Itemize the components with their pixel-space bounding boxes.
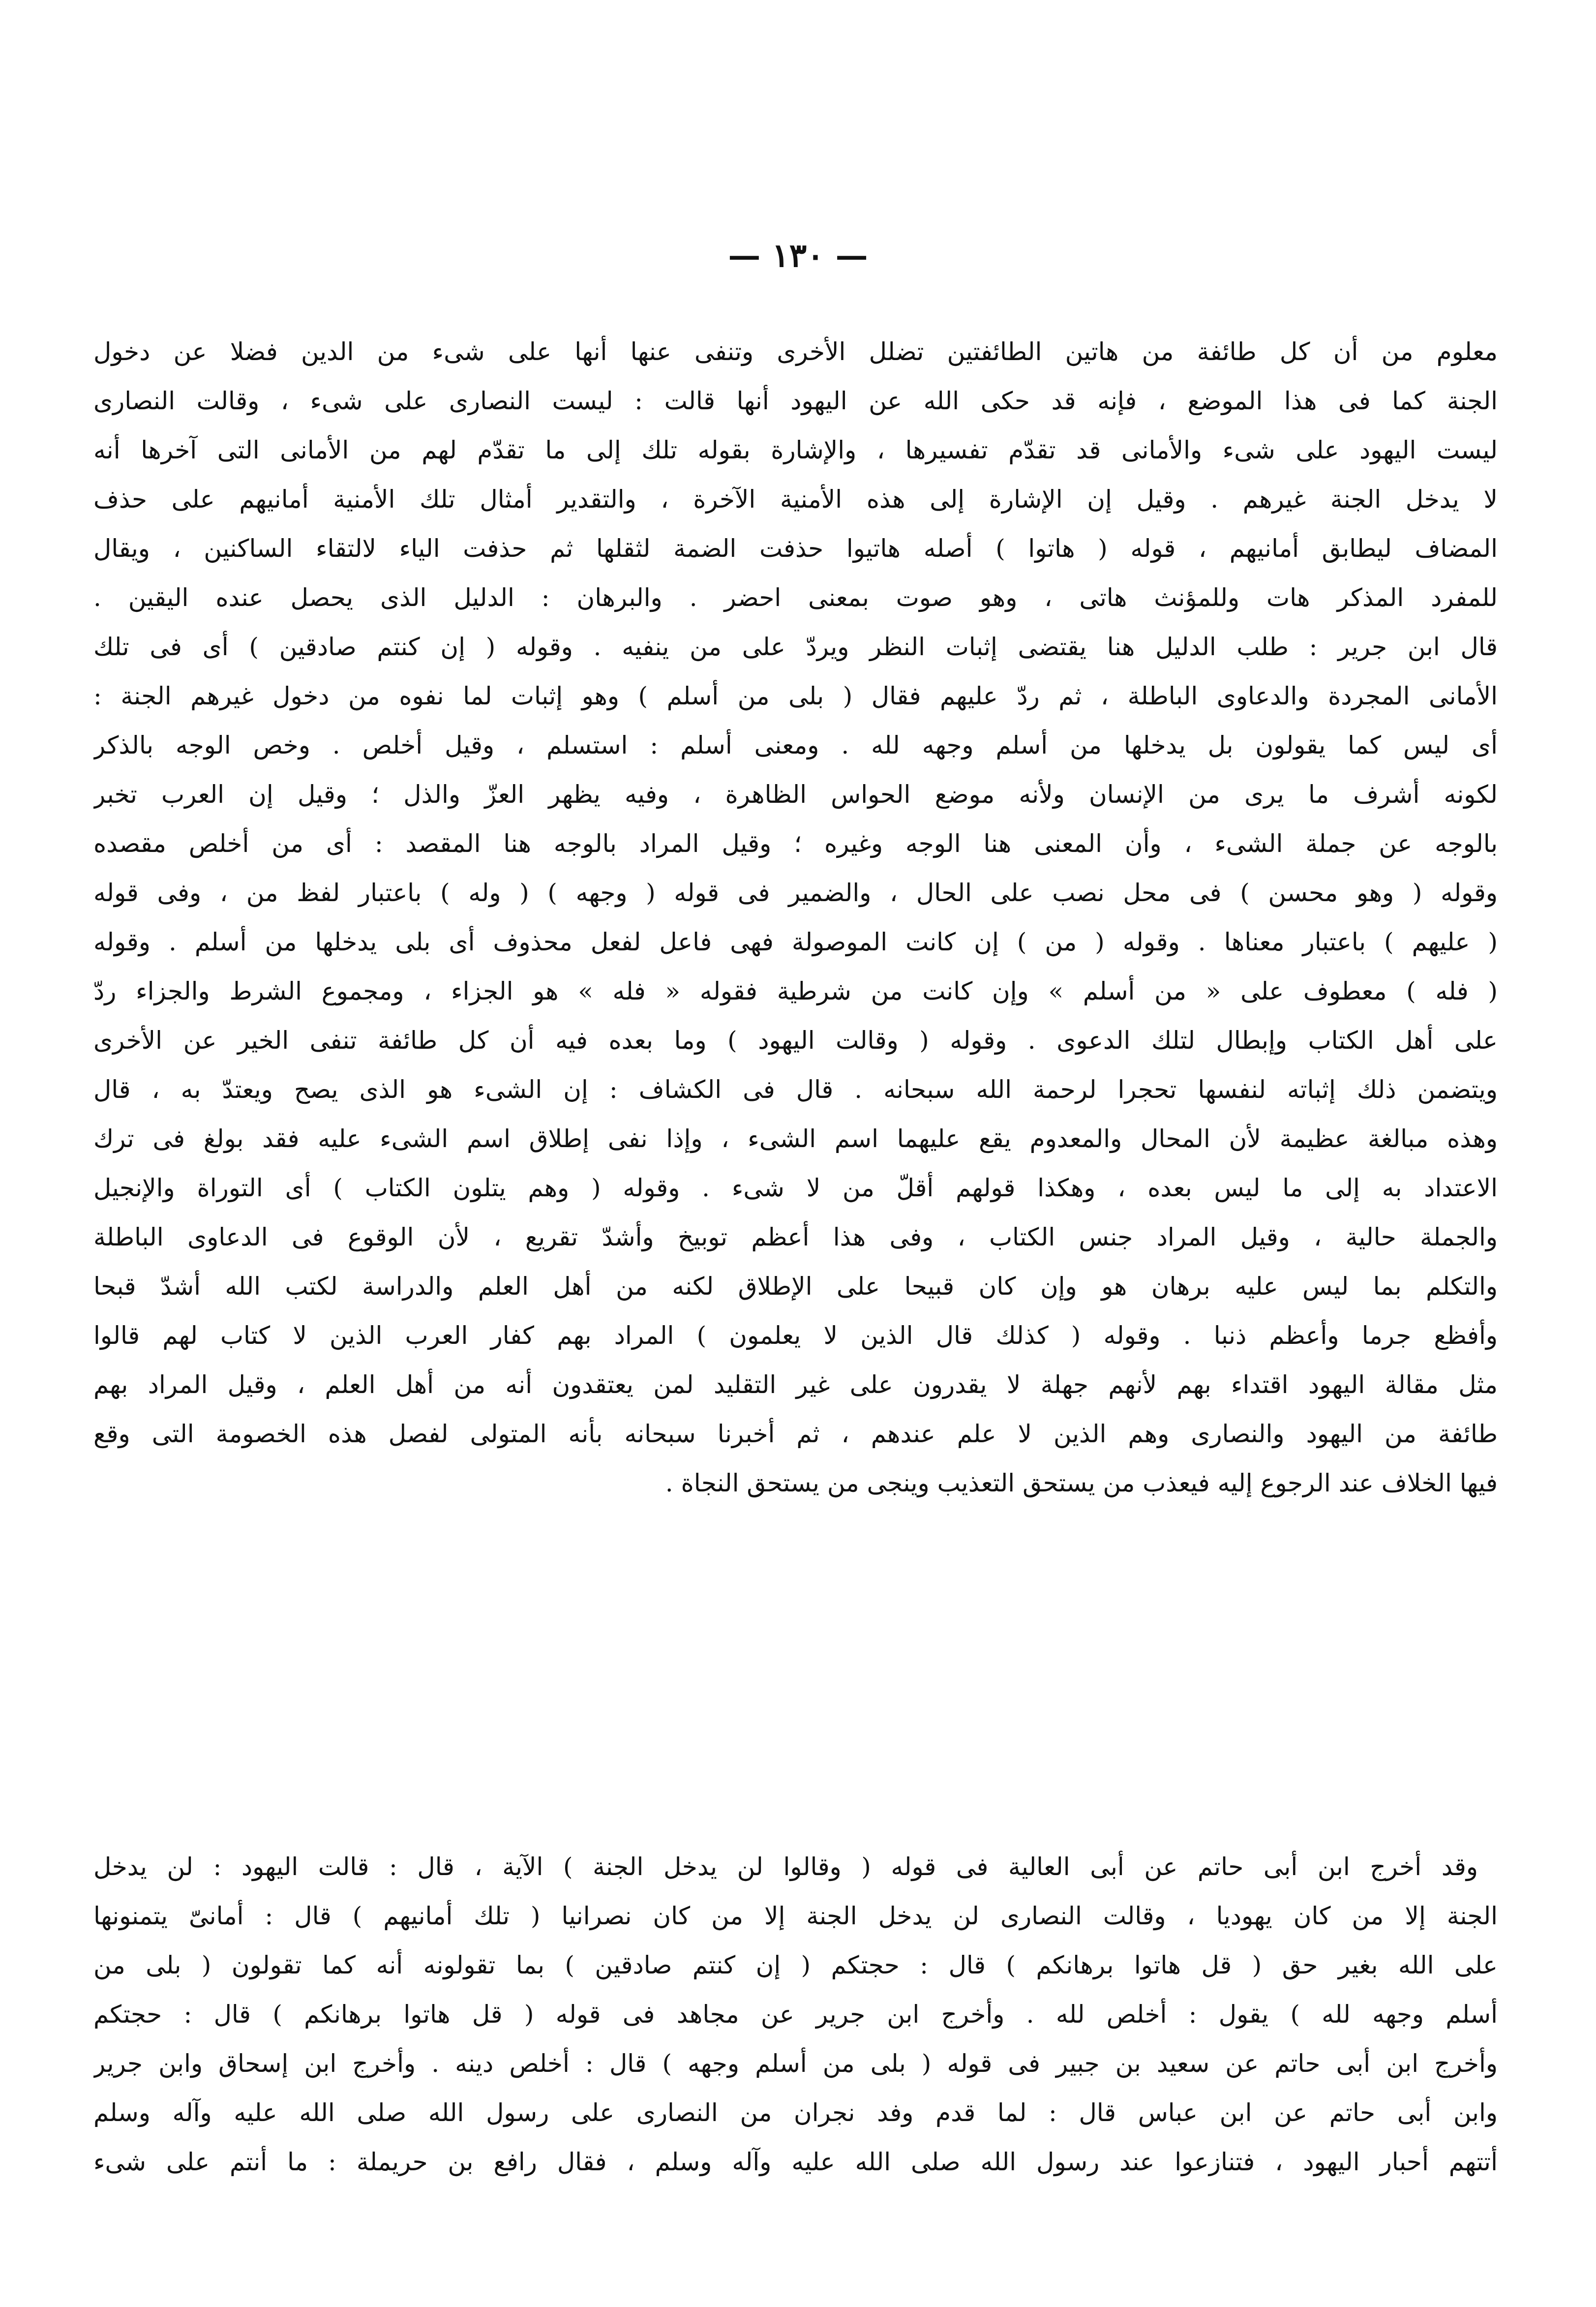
- page-number: — ١٣٠ —: [728, 236, 868, 274]
- text-line: لكونه أشرف ما يرى من الإنسان ولأنه موضع الحواس الظاهرة ، وفيه يظهر العزّ والذل ؛ وقيل إن العرب تخبر: [93, 780, 1498, 809]
- text-line: ( عليهم ) باعتبار معناها . وقوله ( من ) إن كانت الموصولة فهى فاعل لفعل محذوف أى بلى يدخلها من أسلم . وقوله: [93, 928, 1498, 956]
- text-line: للمفرد المذكر هات وللمؤنث هاتى ، وهو صوت بمعنى احضر . والبرهان : الدليل الذى يحصل عنده اليقين .: [93, 583, 1498, 612]
- text-line: ويتضمن ذلك إثباته لنفسها تحجرا لرحمة الله سبحانه . قال فى الكشاف : إن الشىء هو الذى يصح ويعتدّ به ، قال: [93, 1075, 1498, 1104]
- text-line: لا يدخل الجنة غيرهم . وقيل إن الإشارة إلى هذه الأمنية الآخرة ، والتقدير أمثال تلك الأمنية أمانيهم على حذف: [93, 485, 1498, 514]
- text-line: وقوله ( وهو محسن ) فى محل نصب على الحال ، والضمير فى قوله ( وجهه ) ( وله ) باعتبار لفظ من ، وفى قوله: [93, 879, 1498, 907]
- text-line: والجملة حالية ، وقيل المراد جنس الكتاب ، وفى هذا أعظم توبيخ وأشدّ تقريع ، لأن الوقوع فى الدعاوى الباطلة: [93, 1223, 1498, 1251]
- text-line: وهذه مبالغة عظيمة لأن المحال والمعدوم يقع عليهما اسم الشىء ، وإذا نفى إطلاق اسم الشىء عليه فقد بولغ فى ترك: [93, 1124, 1498, 1153]
- text-line: أسلم وجهه لله ) يقول : أخلص لله . وأخرج ابن جرير عن مجاهد فى قوله ( قل هاتوا برهانكم ) قال : حجتكم: [93, 2000, 1498, 2029]
- text-line: قال ابن جرير : طلب الدليل هنا يقتضى إثبات النظر ويردّ على من ينفيه . وقوله ( إن كنتم صادقين ) أى فى تلك: [93, 633, 1498, 661]
- narrations-paragraph: [93, 1842, 1498, 2186]
- text-line: ( فله ) معطوف على « من أسلم » وإن كانت من شرطية فقوله « فله » هو الجزاء ، ومجموع الشرط والجزاء ردّ: [93, 977, 1498, 1005]
- text-line: الجنة إلا من كان يهوديا ، وقالت النصارى لن يدخل الجنة إلا من كان نصرانيا ( تلك أمانيهم ) قال : أمانىّ يتمنونها: [93, 1902, 1498, 1930]
- text-line: فيها الخلاف عند الرجوع إليه فيعذب من يستحق التعذيب وينجى من يستحق النجاة .: [665, 1469, 1498, 1497]
- text-line: أتتهم أحبار اليهود ، فتنازعوا عند رسول الله صلى الله عليه وآله وسلم ، فقال رافع بن حريملة : ما أنتم على شىء: [93, 2148, 1498, 2176]
- text-line: وابن أبى حاتم عن ابن عباس قال : لما قدم وفد نجران من النصارى على رسول الله صلى الله عليه وآله وسلم: [93, 2098, 1498, 2127]
- text-line: بالوجه عن جملة الشىء ، وأن المعنى هنا الوجه وغيره ؛ وقيل المراد بالوجه هنا المقصد : أى من أخلص مقصده: [93, 829, 1498, 858]
- text-line: مثل مقالة اليهود اقتداء بهم لأنهم جهلة لا يقدرون على غير التقليد لمن يعتقدون أنه من أهل العلم ، وقيل المراد بهم: [93, 1370, 1498, 1399]
- text-line: والتكلم بما ليس عليه برهان هو وإن كان قبيحا على الإطلاق لكنه من أهل العلم والدراسة لكتب الله أشدّ قبحا: [93, 1272, 1498, 1301]
- text-line: الاعتداد به إلى ما ليس بعده ، وهكذا قولهم أقلّ من لا شىء . وقوله ( وهم يتلون الكتاب ) أى التوراة والإنجيل: [93, 1174, 1498, 1202]
- text-line: ليست اليهود على شىء والأمانى قد تقدّم تفسيرها ، والإشارة بقوله تلك إلى ما تقدّم لهم من الأمانى التى آخرها أنه: [93, 436, 1498, 464]
- text-line: الأمانى المجردة والدعاوى الباطلة ، ثم ردّ عليهم فقال ( بلى من أسلم ) وهو إثبات لما نفوه من دخول غيرهم الجنة :: [93, 682, 1498, 710]
- commentary-paragraph: [93, 327, 1498, 1508]
- text-line: وقد أخرج ابن أبى حاتم عن أبى العالية فى قوله ( وقالوا لن يدخل الجنة ) الآية ، قال : قالت اليهود : لن يدخل: [93, 1852, 1478, 1881]
- text-line: المضاف ليطابق أمانيهم ، قوله ( هاتوا ) أصله هاتيوا حذفت الضمة لثقلها ثم حذفت الياء لالتقاء الساكنين ، ويقال: [93, 534, 1498, 563]
- text-line: على أهل الكتاب وإبطال لتلك الدعوى . وقوله ( وقالت اليهود ) وما بعده فيه أن كل طائفة تنفى الخير عن الأخرى: [93, 1026, 1498, 1055]
- text-line: وأفظع جرما وأعظم ذنبا . وقوله ( كذلك قال الذين لا يعلمون ) المراد بهم كفار العرب الذين لا كتاب لهم قالوا: [93, 1321, 1498, 1350]
- text-line: الجنة كما فى هذا الموضع ، فإنه قد حكى الله عن اليهود أنها قالت : ليست النصارى على شىء ، وقالت النصارى: [93, 387, 1498, 415]
- text-line: أى ليس كما يقولون بل يدخلها من أسلم وجهه لله . ومعنى أسلم : استسلم ، وقيل أخلص . وخص الوجه بالذكر: [93, 731, 1498, 759]
- text-line: معلوم من أن كل طائفة من هاتين الطائفتين تضلل الأخرى وتنفى عنها أنها على شىء من الدين فضلا عن دخول: [93, 337, 1498, 366]
- text-line: وأخرج ابن أبى حاتم عن سعيد بن جبير فى قوله ( بلى من أسلم وجهه ) قال : أخلص دينه . وأخرج ابن إسحاق وابن جرير: [93, 2049, 1498, 2078]
- text-line: على الله بغير حق ( قل هاتوا برهانكم ) قال : حجتكم ( إن كنتم صادقين ) بما تقولونه أنه كما تقولون ( بلى من: [93, 1951, 1498, 1979]
- text-line: طائفة من اليهود والنصارى وهم الذين لا علم عندهم ، ثم أخبرنا سبحانه بأنه المتولى لفصل هذه الخصومة التى وقع: [93, 1420, 1498, 1448]
